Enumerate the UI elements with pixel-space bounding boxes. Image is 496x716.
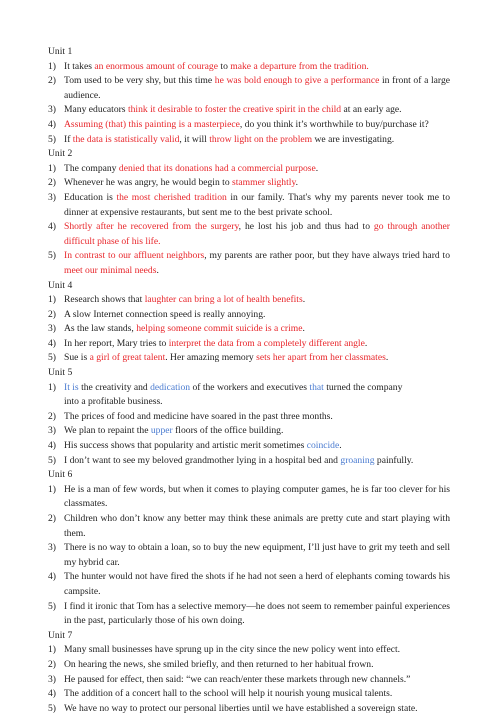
sentence-text [64,454,450,469]
item-number: 4) [48,337,56,349]
highlighted-phrase: make a departure from the tradition. [230,60,369,72]
text-run: . [339,440,342,452]
item-number: 3) [48,673,56,685]
sentence-item [48,249,450,278]
unit-heading: Unit 2 [48,148,73,160]
sentence-item [48,454,450,469]
text-run: It takes [64,60,95,72]
text-run: If [64,133,73,145]
text-run: in front of a large audience. [64,75,450,101]
text-run: I find it ironic that Tom has a selective memory—he does not seem to remember painful experiences in the past, particularly those of his own doing. [64,600,450,627]
sentence-text [64,570,450,599]
sentence-item [48,351,450,366]
text-run: . Her amazing memory [165,352,257,364]
item-number: 1) [48,483,56,495]
highlighted-phrase: that [309,381,324,393]
highlighted-phrase: interpret the data from a completely different angle [168,337,365,349]
highlighted-phrase: Assuming (that) this painting is a masterpiece [64,118,240,130]
item-number: 3) [48,191,56,203]
highlighted-phrase: helping someone commit suicide is a crime [136,323,303,335]
text-run: The addition of a concert hall to the school will help it nourish young musical talents. [64,688,393,700]
text-run: . [315,162,319,174]
sentence-item [48,60,450,75]
text-run: floors of the office building. [172,425,284,437]
highlighted-phrase: coincide [306,440,340,452]
text-run: He is a man of few words, but when it comes to playing computer games, he is far too clever for his classmates. [64,483,450,510]
highlighted-phrase: upper [150,425,173,437]
text-run: We have no way to protect our personal liberties until we have established a sovereign state. [64,702,418,714]
sentence-text [64,512,450,541]
sentence-text [64,439,450,454]
text-run: On hearing the news, she smiled briefly, and then returned to her habitual frown. [64,658,374,670]
text-run: The prices of food and medicine have soared in the past three months. [64,410,333,422]
text-run: in our family. That's why my parents never took me to dinner at expensive restaurants, but sent me to the best private school. [64,191,451,218]
sentence-text [64,74,450,103]
text-run: As the law stands, [64,323,137,335]
item-number: 2) [48,410,56,422]
sentence-text [64,600,450,629]
text-run: . [302,294,306,306]
sentence-item [48,570,450,599]
item-number: 1) [48,294,56,306]
text-run: A slow Internet connection speed is really annoying. [64,308,266,320]
highlighted-phrase: sets her apart from her classmates [256,352,386,364]
sentence-item [48,308,450,323]
sentence-item [48,687,450,702]
item-number: 4) [48,118,56,130]
item-number: 5) [48,600,56,612]
text-run: , it will [179,133,210,145]
sentence-text [64,162,450,177]
highlighted-phrase: Shortly after he recovered from the surgery [64,221,239,233]
text-run: In her report, Mary tries to [64,337,169,349]
text-run: The company [64,162,119,174]
sentence-item [48,439,450,454]
sentence-text [64,293,450,308]
text-run: Sue is [64,352,90,364]
highlighted-phrase: It is [64,381,79,393]
text-run: His success shows that popularity and artistic merit sometimes [64,440,307,452]
text-run: . [385,352,389,364]
text-run: . [156,264,159,276]
sentence-text [64,308,450,323]
highlighted-phrase: think it desirable to foster the creative spirit in the child [127,104,342,116]
item-number: 4) [48,571,56,583]
sentence-text [64,118,450,133]
sentence-item [48,512,450,541]
highlighted-phrase: an enormous amount of courage [94,60,218,72]
item-number: 3) [48,323,56,335]
unit-heading: Unit 1 [48,46,73,57]
highlighted-phrase: laughter can bring a lot of health benefits [144,294,303,306]
item-number: 2) [48,658,56,670]
unit-heading: Unit 7 [48,629,73,641]
item-number: 1) [48,60,56,72]
highlighted-phrase: dedication [150,381,191,393]
item-number: 2) [48,308,56,320]
item-number: 2) [48,177,56,189]
sentence-text [64,424,450,439]
sentence-text [64,673,450,688]
item-number: 4) [48,688,56,700]
unit-heading: Unit 5 [48,367,73,379]
sentence-text [64,541,450,570]
highlighted-phrase: denied that its donations had a commercial purpose [118,162,316,174]
sentence-item [48,337,450,352]
sentence-item [48,176,450,191]
sentence-text [64,643,450,658]
highlighted-phrase: In contrast to our affluent neighbors [64,250,205,262]
sentence-text [64,176,450,191]
text-run: at an early age. [341,104,402,116]
sentence-text [64,687,450,702]
sentence-text [64,191,450,220]
sentence-item [48,600,450,629]
highlighted-phrase: the data is statistically valid [72,133,180,145]
sentence-text [64,483,450,512]
item-number: 1) [48,162,56,174]
text-run: . [295,177,299,189]
sentence-text [64,658,450,673]
sentence-item [48,643,450,658]
sentence-item [48,162,450,177]
highlighted-phrase: groaning [340,454,375,466]
highlighted-phrase: go through another difficult phase of his life. [64,221,450,247]
text-run: turned the company [323,381,403,393]
sentence-text [64,351,450,366]
text-run: Many small businesses have sprung up in the city since the new policy went into effect. [64,644,401,656]
item-number: 2) [48,513,56,524]
text-run: There is no way to obtain a loan, so to buy the new equipment, I’ll just have to grit my teeth and sell my hybrid car. [64,542,450,568]
sentence-item [48,424,450,439]
text-run: Research shows that [64,294,145,306]
text-run: Education is [64,191,117,203]
text-run: Tom used to be very shy, but this time [64,75,215,87]
highlighted-phrase: meet our minimal needs [64,264,157,276]
sentence-text [64,133,450,148]
text-run: We plan to repaint the [64,425,151,437]
sentence-text [64,220,450,249]
sentence-text [64,249,450,278]
document-body [48,45,450,716]
item-number: 1) [48,644,56,656]
sentence-text [64,702,450,716]
highlighted-phrase: stammer slightly [232,177,296,189]
item-number: 3) [48,425,56,437]
sentence-item [48,133,450,148]
item-number: 5) [48,702,56,714]
sentence-item [48,103,450,118]
sentence-text [64,381,450,396]
sentence-item [48,410,450,425]
text-run: . [302,323,305,335]
sentence-text [64,410,450,425]
sentence-item [48,118,450,133]
sentence-item [48,673,450,688]
sentence-item [48,702,450,716]
item-number: 3) [48,542,56,554]
item-number: 5) [48,250,56,262]
item-number: 4) [48,221,56,233]
sentence-item [48,74,450,103]
item-number: 3) [48,104,56,116]
text-run: Many educators [64,104,128,116]
sentence-item [48,541,450,570]
item-number: 5) [48,352,56,364]
unit-heading: Unit 6 [48,469,73,481]
sentence-text [64,337,450,352]
highlighted-phrase: throw light on the problem [209,133,313,145]
highlighted-phrase: he was bold enough to give a performance [214,75,380,87]
item-number: 1) [48,381,56,393]
sentence-text [64,103,450,118]
sentence-item [48,322,450,337]
text-run: , do you think it’s worthwhile to buy/purchase it? [239,118,429,130]
item-number: 4) [48,440,56,452]
sentence-item [48,220,450,249]
text-run: to [218,60,231,72]
text-run: , he lost his job and thus had to [238,221,374,233]
highlighted-phrase: the most cherished tradition [116,191,227,203]
highlighted-phrase: a girl of great talent [89,352,166,364]
text-run: painfully. [374,454,414,466]
unit-heading: Unit 4 [48,279,73,291]
text-run: of the workers and executives [190,381,310,393]
item-number: 5) [48,454,56,466]
sentence-item [48,658,450,673]
sentence-item [48,293,450,308]
sentence-continuation: into a profitable business. [64,396,163,408]
sentence-item [48,191,450,220]
item-number: 5) [48,133,56,145]
text-run: the creativity and [78,381,151,393]
text-run: we are investigating. [312,133,395,145]
text-run: I don’t want to see my beloved grandmother lying in a hospital bed and [64,454,341,466]
text-run: The hunter would not have fired the shots if he had not seen a herd of elephants coming towards his campsite. [64,571,450,597]
item-number: 2) [48,75,56,87]
text-run: , my parents are rather poor, but they have always tried hard to [204,250,450,262]
sentence-item [48,483,450,512]
text-run: He paused for effect, then said: “we can reach/enter these markets through new channels.” [64,673,411,685]
sentence-text [64,322,450,337]
sentence-text [64,60,450,75]
text-run: Whenever he was angry, he would begin to [64,177,233,189]
text-run: . [364,337,368,349]
sentence-item [48,381,450,396]
text-run: Children who don’t know any better may think these animals are pretty cute and start playing with them. [64,513,450,539]
